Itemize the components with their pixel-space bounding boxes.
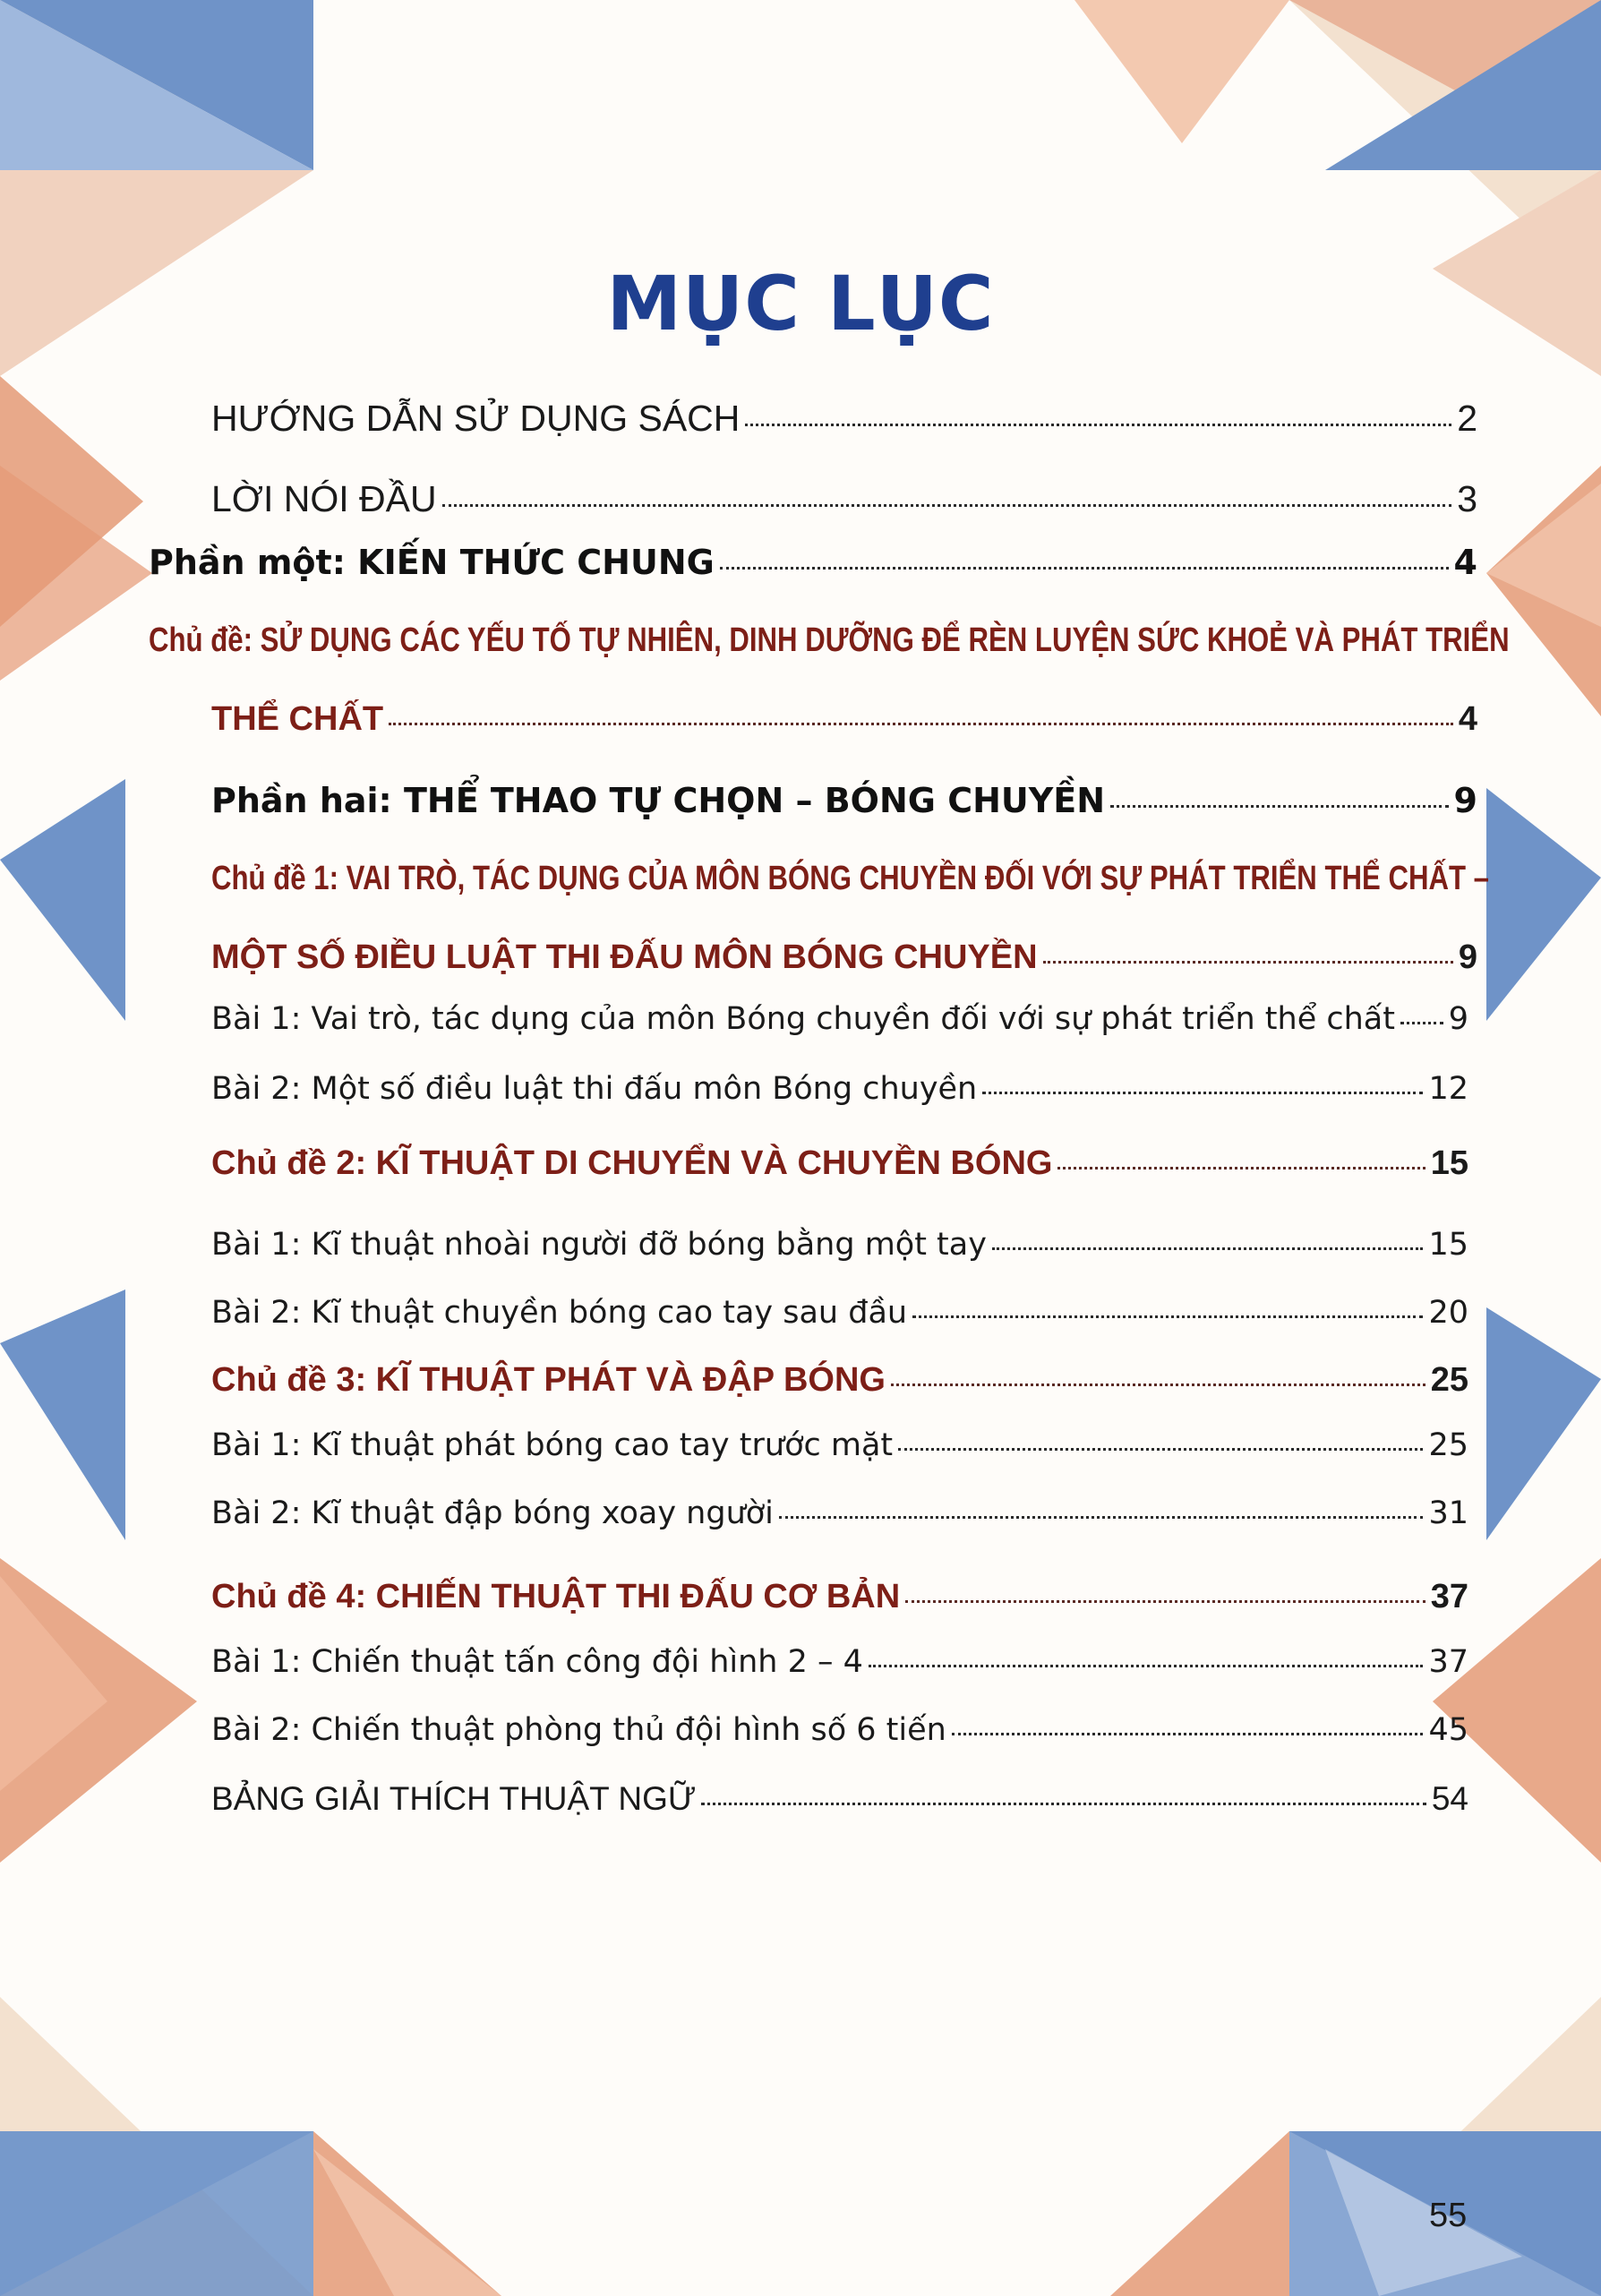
dot-leader — [869, 1665, 1424, 1667]
dot-leader — [701, 1803, 1425, 1805]
toc-entry-label: Bài 2: Kĩ thuật đập bóng xoay người — [211, 1495, 774, 1531]
toc-entry-label: Chủ đề 2: KĨ THUẬT DI CHUYỂN VÀ CHUYỀN BÓNG — [211, 1144, 1053, 1182]
toc-entry-label: HƯỚNG DẪN SỬ DỤNG SÁCH — [211, 398, 741, 439]
toc-part-entry[interactable] — [149, 543, 1477, 582]
toc-entry-label: Phần hai: THỂ THAO TỰ CHỌN – BÓNG CHUYỀN — [211, 781, 1106, 820]
toc-entry-page: 15 — [1430, 1144, 1468, 1182]
toc-entry-label: Chủ đề 1: VAI TRÒ, TÁC DỤNG CỦA MÔN BÓNG CHUYỀN ĐỐI VỚI SỰ PHÁT TRIỂN THỂ CHẤT – — [211, 860, 1489, 897]
toc-topic-entry[interactable] — [211, 700, 1477, 739]
toc-entry-label: Chủ đề: SỬ DỤNG CÁC YẾU TỐ TỰ NHIÊN, DINH DƯỠNG ĐỂ RÈN LUYỆN SỨC KHOẺ VÀ PHÁT TRIỂN — [149, 621, 1510, 659]
dot-leader — [745, 424, 1451, 426]
toc-entry-label: MỘT SỐ ĐIỀU LUẬT THI ĐẤU MÔN BÓNG CHUYỀN — [211, 938, 1038, 976]
dot-leader — [898, 1448, 1423, 1451]
dot-leader — [1057, 1167, 1425, 1169]
toc-part-entry[interactable] — [211, 781, 1477, 820]
toc-entry-label: THỂ CHẤT — [211, 700, 384, 738]
dot-leader — [912, 1315, 1423, 1318]
toc-topic-entry[interactable] — [211, 1144, 1468, 1183]
toc-entry-page: 25 — [1428, 1427, 1468, 1463]
toc-entry-label: Bài 1: Kĩ thuật nhoài người đỡ bóng bằng một tay — [211, 1227, 987, 1263]
dot-leader — [1400, 1022, 1443, 1024]
toc-entry-page: 3 — [1457, 478, 1477, 519]
toc-entry-page: 9 — [1448, 1001, 1468, 1037]
toc-entry-label: Bài 1: Chiến thuật tấn công đội hình 2 – 4 — [211, 1644, 863, 1680]
dot-leader — [779, 1516, 1424, 1519]
dot-leader — [992, 1247, 1424, 1250]
toc-entry-label: Chủ đề 3: KĨ THUẬT PHÁT VÀ ĐẬP BÓNG — [211, 1361, 886, 1399]
toc-lesson-entry[interactable] — [211, 1001, 1468, 1037]
toc-entry[interactable] — [211, 398, 1477, 440]
toc-entry-label: Bài 1: Kĩ thuật phát bóng cao tay trước mặt — [211, 1427, 894, 1463]
toc-lesson-entry[interactable] — [211, 1071, 1468, 1107]
toc-entry-page: 4 — [1458, 700, 1477, 738]
toc-lesson-entry[interactable] — [211, 1427, 1468, 1463]
toc-topic-entry[interactable] — [211, 1578, 1468, 1616]
dot-leader — [1110, 805, 1449, 808]
toc-entry-page: 45 — [1428, 1712, 1468, 1748]
dot-leader — [1043, 961, 1453, 964]
dot-leader — [389, 723, 1453, 725]
dot-leader — [442, 504, 1452, 507]
dot-leader — [891, 1384, 1425, 1386]
toc-entry-label: Bài 2: Một số điều luật thi đấu môn Bóng chuyền — [211, 1071, 978, 1107]
toc-entry-label: LỜI NÓI ĐẦU — [211, 478, 437, 519]
toc-entry-page: 25 — [1430, 1361, 1468, 1399]
toc-lesson-entry[interactable] — [211, 1712, 1468, 1748]
toc-topic-entry[interactable] — [211, 860, 1489, 898]
toc-lesson-entry[interactable] — [211, 1295, 1468, 1331]
toc-lesson-entry[interactable] — [211, 1644, 1468, 1680]
toc-entry-page: 37 — [1428, 1644, 1468, 1680]
toc-entry[interactable] — [211, 1780, 1468, 1818]
dot-leader — [720, 567, 1449, 570]
toc-entry-page: 20 — [1428, 1295, 1468, 1331]
toc-topic-entry[interactable] — [211, 938, 1477, 977]
toc-entry-page: 9 — [1453, 781, 1477, 820]
toc-entry-page: 12 — [1428, 1071, 1468, 1107]
toc-topic-entry[interactable] — [211, 1361, 1468, 1400]
page-title: MỤC LỤC — [606, 260, 995, 347]
toc-lesson-entry[interactable] — [211, 1495, 1468, 1531]
dot-leader — [982, 1092, 1423, 1094]
toc-entry-page: 31 — [1428, 1495, 1468, 1531]
toc-entry-label: Bài 2: Kĩ thuật chuyền bóng cao tay sau đầu — [211, 1295, 908, 1331]
dot-leader — [952, 1733, 1424, 1735]
toc-lesson-entry[interactable] — [211, 1227, 1468, 1263]
dot-leader — [905, 1600, 1425, 1603]
toc-topic-entry[interactable] — [149, 621, 1510, 660]
toc-entry-label: BẢNG GIẢI THÍCH THUẬT NGỮ — [211, 1780, 697, 1817]
toc-entry-page: 9 — [1458, 938, 1477, 976]
toc-entry-page: 54 — [1431, 1780, 1468, 1817]
toc-entry-page: 37 — [1430, 1578, 1468, 1615]
toc-entry-label: Phần một: KIẾN THỨC CHUNG — [149, 543, 715, 582]
page-number: 55 — [1429, 2197, 1468, 2234]
toc-entry-page: 15 — [1428, 1227, 1468, 1263]
toc-entry-label: Chủ đề 4: CHIẾN THUẬT THI ĐẤU CƠ BẢN — [211, 1578, 901, 1615]
toc-entry-page: 4 — [1453, 543, 1477, 582]
toc-entry-label: Bài 2: Chiến thuật phòng thủ đội hình số 6 tiến — [211, 1712, 946, 1748]
toc-entry[interactable] — [211, 478, 1477, 520]
toc-entry-page: 2 — [1457, 398, 1477, 439]
toc-entry-label: Bài 1: Vai trò, tác dụng của môn Bóng chuyền đối với sự phát triển thể chất — [211, 1001, 1395, 1037]
